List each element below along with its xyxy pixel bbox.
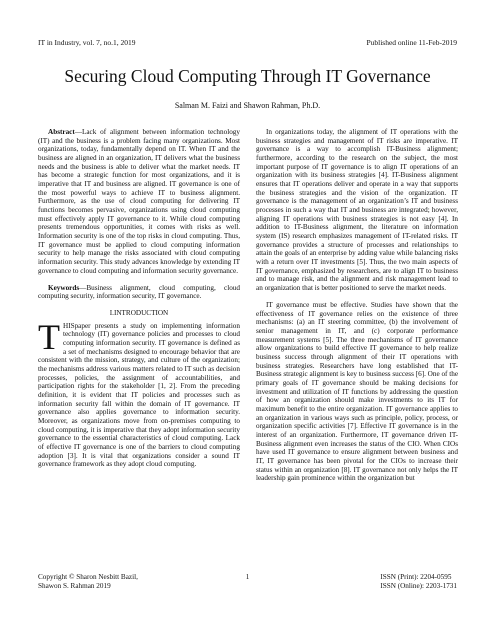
drop-cap: T (38, 316, 60, 357)
copyright-line-1: Copyright © Sharon Nesbitt Bazil, (38, 573, 138, 581)
introduction-paragraph (38, 316, 240, 469)
paper-title: Securing Cloud Computing Through IT Governance (64, 66, 431, 86)
keywords-label: Keywords (48, 283, 80, 292)
introduction-text: HISpaper presents a study on implementing information technology (IT) governance policies and processes to cloud computing information security. IT governance is defined as a set of mechanisms designed to encourage behavior that are consistent with the mission, strategy, and culture of the organization; the mechanisms address various matters related to IT such as decision processes, policies, the assignment of accountabilities, and participation rights for the stakeholder [1, 2]. From the preceding definition, it is evident that IT policies and processes such as information security fall within the domain of IT governance. IT governance also applies governance to information security. Moreover, as organizations move from on-premises computing to cloud computing, it is imperative that they adopt information security governance to the essential characteristics of cloud computing. Lack of effective IT governance is one of the barriers to cloud computing adoption [3]. It is vital that organizations consider a sound IT governance framework as they adopt cloud computing. (38, 321, 240, 469)
issn-print: ISSN (Print): 2204-0595 (380, 573, 452, 581)
copyright-line-2: Shawon S. Rahman 2019 (38, 581, 111, 590)
body-paragraph-1: In organizations today, the alignment of IT operations with the business strategies and management of IT risks are imperative. IT governance is a way to accomplish IT-Business alignment; furthermore, according to the research on the subject, the most important purpose of IT governance is to align IT operations of an organization with its business strategies [4]. IT-Business alignment ensures that IT operations deliver and operate in a way that supports the business strategies and the vision of the organization. IT governance is the management of an organization’s IT and business processes in such a way that IT and business are integrated; however, aligning IT operations with business strategies is not easy [4]. In addition to IT-Business alignment, the literature on information system (IS) research emphasizes management of IT-related risks. IT governance provides a structure of processes and relationships to attain the goals of an enterprise by adding value while balancing risks with a return over IT investments [5]. Thus, the two main aspects of IT governance, emphasized by researchers, are to align IT to business and to manage risk, and the alignment and risk management lead to an organization that is better positioned to serve the market needs. (256, 128, 458, 292)
issn-info (380, 573, 457, 591)
journal-header: IT in Industry, vol. 7, no.1, 2019 (38, 38, 136, 47)
left-column (38, 128, 240, 469)
page-number: 1 (245, 573, 250, 581)
keywords-text: —Business alignment, cloud computing, cloud computing security, information security, IT governance. (38, 283, 240, 301)
paper-authors: Salman M. Faizi and Shawon Rahman, Ph.D. (174, 101, 321, 110)
body-paragraph-2: IT governance must be effective. Studies have shown that the effectiveness of IT governance relies on the existence of three mechanisms: (a) an IT steering committee, (b) the involvement of senior management in IT, and (c) corporate performance measurement systems [5]. The three mechanisms of IT governance allow organizations to build effective IT governance to help realize business success through alignment of their IT operations with business strategies. Researchers have long established that IT-Business strategic alignment is key to business success [6]. One of the primary goals of IT governance should be making decisions for investment and utilization of IT functions by addressing the question of how an organization should make investments to its IT for maximum benefit to the entire organization. IT governance applies to an organization in various ways such as principle, policy, process, or organization specific activities [7]. Effective IT governance is in the interest of an organization. Furthermore, IT governance driven IT-Business alignment even increases the status of the CIO. When CIOs have used IT governance to ensure alignment between business and IT, IT governance has been pivotal for the CIOs to increase their status within an organization [8]. IT governance not only helps the IT leadership gain prominence within the organization but (256, 301, 459, 483)
keywords (38, 284, 240, 301)
right-column (256, 128, 458, 483)
section-heading-introduction: I.INTRODUCTION (109, 309, 169, 318)
published-date: Published online 11-Feb-2019 (366, 38, 457, 47)
abstract-label: Abstract (48, 128, 75, 136)
abstract (38, 128, 240, 275)
issn-online: ISSN (Online): 2203-1731 (380, 581, 457, 590)
abstract-text: —Lack of alignment between information technology (IT) and the business is a problem facing many organizations. Most organizations, today, fundamentally depend on IT. When IT and the business are aligned in an organization, IT delivers what the business needs and the business is able to deliver what the market needs. IT has become a strategic function for most organizations, and it is imperative that IT and business are aligned. IT governance is one of the most powerful ways to achieve IT to business alignment. Furthermore, as the use of cloud computing for delivering IT functions becomes pervasive, organizations using cloud computing must effectively apply IT governance to it. While cloud computing presents tremendous opportunities, it comes with risks as well. Information security is one of the top risks in cloud computing. Thus, IT governance must be applied to cloud computing information security to help manage the risks associated with cloud computing information security. This study advances knowledge by extending IT governance to cloud computing and information security governance. (38, 128, 240, 275)
